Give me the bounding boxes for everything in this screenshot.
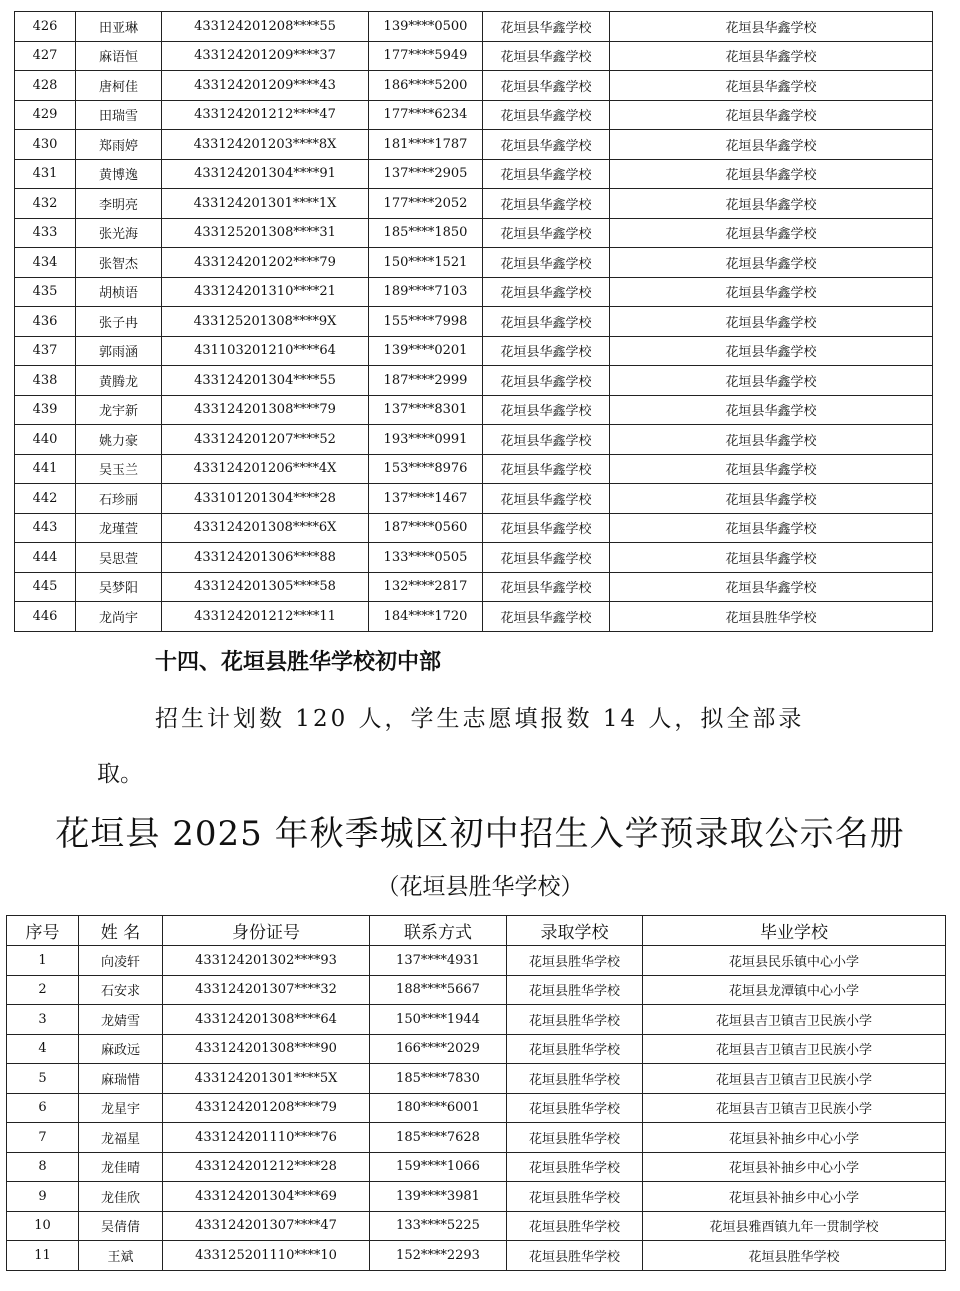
cell-index: 11 xyxy=(7,1241,79,1271)
cell-grad-school: 花垣县华鑫学校 xyxy=(610,366,933,396)
cell-admit-school: 花垣县华鑫学校 xyxy=(483,248,610,278)
cell-id-number: 433125201110****10 xyxy=(163,1241,370,1271)
cell-grad-school: 花垣县华鑫学校 xyxy=(610,425,933,455)
cell-admit-school: 花垣县华鑫学校 xyxy=(483,189,610,219)
cell-phone: 133****0505 xyxy=(369,543,483,573)
cell-grad-school: 花垣县华鑫学校 xyxy=(610,336,933,366)
col-header-id: 身份证号 xyxy=(163,916,370,946)
cell-index: 10 xyxy=(7,1211,79,1241)
cell-name: 郭雨涵 xyxy=(76,336,162,366)
cell-admit-school: 花垣县华鑫学校 xyxy=(483,395,610,425)
cell-index: 436 xyxy=(15,307,76,337)
col-header-admit-school: 录取学校 xyxy=(507,916,643,946)
cell-grad-school: 花垣县吉卫镇吉卫民族小学 xyxy=(643,1064,946,1094)
cell-id-number: 433124201308****79 xyxy=(162,395,369,425)
table-row xyxy=(7,1034,946,1064)
cell-id-number: 433124201212****11 xyxy=(162,602,369,632)
cell-grad-school: 花垣县华鑫学校 xyxy=(610,12,933,42)
table-row xyxy=(15,366,933,396)
cell-grad-school: 花垣县华鑫学校 xyxy=(610,543,933,573)
table-row xyxy=(7,1064,946,1094)
cell-grad-school: 花垣县华鑫学校 xyxy=(610,130,933,160)
cell-phone: 185****7830 xyxy=(370,1064,507,1094)
cell-admit-school: 花垣县华鑫学校 xyxy=(483,484,610,514)
cell-phone: 185****1850 xyxy=(369,218,483,248)
table-row xyxy=(15,336,933,366)
cell-name: 石安求 xyxy=(79,975,163,1005)
cell-phone: 139****0500 xyxy=(369,12,483,42)
cell-id-number: 433124201209****43 xyxy=(162,71,369,101)
cell-index: 8 xyxy=(7,1152,79,1182)
cell-name: 吴玉兰 xyxy=(76,454,162,484)
cell-phone: 181****1787 xyxy=(369,130,483,160)
cell-admit-school: 花垣县胜华学校 xyxy=(507,1064,643,1094)
cell-grad-school: 花垣县补抽乡中心小学 xyxy=(643,1182,946,1212)
cell-index: 9 xyxy=(7,1182,79,1212)
cell-id-number: 433124201208****55 xyxy=(162,12,369,42)
cell-index: 445 xyxy=(15,572,76,602)
cell-grad-school: 花垣县吉卫镇吉卫民族小学 xyxy=(643,1005,946,1035)
cell-index: 426 xyxy=(15,12,76,42)
cell-grad-school: 花垣县华鑫学校 xyxy=(610,71,933,101)
cell-grad-school: 花垣县华鑫学校 xyxy=(610,395,933,425)
cell-index: 4 xyxy=(7,1034,79,1064)
cell-phone: 150****1944 xyxy=(370,1005,507,1035)
cell-phone: 137****1467 xyxy=(369,484,483,514)
table-row xyxy=(7,1182,946,1212)
table-row xyxy=(15,248,933,278)
cell-name: 麻语恒 xyxy=(76,41,162,71)
cell-grad-school: 花垣县龙潭镇中心小学 xyxy=(643,975,946,1005)
col-header-name: 姓 名 xyxy=(79,916,163,946)
cell-grad-school: 花垣县胜华学校 xyxy=(643,1241,946,1271)
cell-index: 427 xyxy=(15,41,76,71)
cell-id-number: 433124201310****21 xyxy=(162,277,369,307)
cell-phone: 166****2029 xyxy=(370,1034,507,1064)
table-row xyxy=(7,1005,946,1035)
table-row xyxy=(15,189,933,219)
cell-admit-school: 花垣县胜华学校 xyxy=(507,1093,643,1123)
cell-index: 433 xyxy=(15,218,76,248)
cell-index: 440 xyxy=(15,425,76,455)
cell-grad-school: 花垣县华鑫学校 xyxy=(610,572,933,602)
cell-id-number: 433125201308****9X xyxy=(162,307,369,337)
cell-grad-school: 花垣县华鑫学校 xyxy=(610,307,933,337)
table-row xyxy=(15,130,933,160)
cell-id-number: 433124201304****69 xyxy=(163,1182,370,1212)
cell-grad-school: 花垣县吉卫镇吉卫民族小学 xyxy=(643,1093,946,1123)
cell-phone: 177****5949 xyxy=(369,41,483,71)
table-row xyxy=(15,513,933,543)
cell-index: 437 xyxy=(15,336,76,366)
cell-grad-school: 花垣县华鑫学校 xyxy=(610,41,933,71)
cell-grad-school: 花垣县胜华学校 xyxy=(610,602,933,632)
cell-index: 439 xyxy=(15,395,76,425)
cell-id-number: 433124201206****4X xyxy=(162,454,369,484)
cell-admit-school: 花垣县胜华学校 xyxy=(507,1241,643,1271)
cell-phone: 180****6001 xyxy=(370,1093,507,1123)
cell-index: 429 xyxy=(15,100,76,130)
cell-name: 田瑞雪 xyxy=(76,100,162,130)
cell-name: 龙尚宇 xyxy=(76,602,162,632)
cell-name: 黄博逸 xyxy=(76,159,162,189)
cell-name: 李明亮 xyxy=(76,189,162,219)
cell-admit-school: 花垣县华鑫学校 xyxy=(483,277,610,307)
cell-admit-school: 花垣县华鑫学校 xyxy=(483,366,610,396)
table-row xyxy=(15,454,933,484)
cell-id-number: 433124201202****79 xyxy=(162,248,369,278)
cell-phone: 133****5225 xyxy=(370,1211,507,1241)
cell-id-number: 433124201305****58 xyxy=(162,572,369,602)
cell-phone: 177****2052 xyxy=(369,189,483,219)
cell-name: 郑雨婷 xyxy=(76,130,162,160)
cell-name: 黄腾龙 xyxy=(76,366,162,396)
cell-name: 吴梦阳 xyxy=(76,572,162,602)
cell-id-number: 433124201110****76 xyxy=(163,1123,370,1153)
table-row xyxy=(15,218,933,248)
table-row xyxy=(7,1152,946,1182)
cell-phone: 152****2293 xyxy=(370,1241,507,1271)
cell-index: 3 xyxy=(7,1005,79,1035)
cell-index: 432 xyxy=(15,189,76,219)
cell-index: 7 xyxy=(7,1123,79,1153)
cell-grad-school: 花垣县补抽乡中心小学 xyxy=(643,1152,946,1182)
cell-name: 龙佳晴 xyxy=(79,1152,163,1182)
cell-phone: 137****2905 xyxy=(369,159,483,189)
cell-name: 王斌 xyxy=(79,1241,163,1271)
prev-roster-body xyxy=(15,12,933,632)
cell-phone: 132****2817 xyxy=(369,572,483,602)
cell-name: 唐柯佳 xyxy=(76,71,162,101)
cell-id-number: 433124201208****79 xyxy=(163,1093,370,1123)
cell-name: 姚力豪 xyxy=(76,425,162,455)
cell-admit-school: 花垣县华鑫学校 xyxy=(483,336,610,366)
cell-index: 5 xyxy=(7,1064,79,1094)
cell-id-number: 433124201307****32 xyxy=(163,975,370,1005)
cell-admit-school: 花垣县华鑫学校 xyxy=(483,41,610,71)
cell-grad-school: 花垣县华鑫学校 xyxy=(610,100,933,130)
cell-grad-school: 花垣县吉卫镇吉卫民族小学 xyxy=(643,1034,946,1064)
cell-name: 龙宇新 xyxy=(76,395,162,425)
cell-name: 麻政远 xyxy=(79,1034,163,1064)
cell-phone: 155****7998 xyxy=(369,307,483,337)
cell-name: 张子冉 xyxy=(76,307,162,337)
cell-admit-school: 花垣县华鑫学校 xyxy=(483,543,610,573)
section-paragraph-line2: 取。 xyxy=(97,761,143,787)
cell-index: 441 xyxy=(15,454,76,484)
cell-admit-school: 花垣县华鑫学校 xyxy=(483,513,610,543)
cell-index: 2 xyxy=(7,975,79,1005)
cell-id-number: 433124201307****47 xyxy=(163,1211,370,1241)
table-row xyxy=(7,946,946,976)
cell-id-number: 433124201308****90 xyxy=(163,1034,370,1064)
cell-admit-school: 花垣县胜华学校 xyxy=(507,1123,643,1153)
cell-name: 龙福星 xyxy=(79,1123,163,1153)
cell-index: 434 xyxy=(15,248,76,278)
cell-phone: 187****2999 xyxy=(369,366,483,396)
cell-grad-school: 花垣县华鑫学校 xyxy=(610,454,933,484)
col-header-contact: 联系方式 xyxy=(370,916,507,946)
table-row xyxy=(15,572,933,602)
table-row xyxy=(15,307,933,337)
cell-grad-school: 花垣县补抽乡中心小学 xyxy=(643,1123,946,1153)
cell-id-number: 431103201210****64 xyxy=(162,336,369,366)
cell-grad-school: 花垣县华鑫学校 xyxy=(610,484,933,514)
cell-name: 龙星宇 xyxy=(79,1093,163,1123)
cell-id-number: 433124201212****28 xyxy=(163,1152,370,1182)
cell-name: 田亚琳 xyxy=(76,12,162,42)
cell-id-number: 433124201306****88 xyxy=(162,543,369,573)
cell-phone: 150****1521 xyxy=(369,248,483,278)
cell-phone: 189****7103 xyxy=(369,277,483,307)
cell-admit-school: 花垣县华鑫学校 xyxy=(483,218,610,248)
cell-id-number: 433125201308****31 xyxy=(162,218,369,248)
cell-admit-school: 花垣县华鑫学校 xyxy=(483,454,610,484)
table-row xyxy=(15,543,933,573)
cell-id-number: 433124201207****52 xyxy=(162,425,369,455)
roster-table xyxy=(6,915,946,1271)
cell-index: 428 xyxy=(15,71,76,101)
cell-grad-school: 花垣县雅酉镇九年一贯制学校 xyxy=(643,1211,946,1241)
cell-admit-school: 花垣县华鑫学校 xyxy=(483,130,610,160)
cell-index: 442 xyxy=(15,484,76,514)
cell-phone: 185****7628 xyxy=(370,1123,507,1153)
col-header-index: 序号 xyxy=(7,916,79,946)
cell-id-number: 433124201203****8X xyxy=(162,130,369,160)
cell-phone: 137****4931 xyxy=(370,946,507,976)
cell-phone: 177****6234 xyxy=(369,100,483,130)
cell-name: 龙婧雪 xyxy=(79,1005,163,1035)
cell-phone: 186****5200 xyxy=(369,71,483,101)
cell-grad-school: 花垣县华鑫学校 xyxy=(610,513,933,543)
cell-phone: 188****5667 xyxy=(370,975,507,1005)
table-row xyxy=(15,159,933,189)
table-row xyxy=(7,1211,946,1241)
table-row xyxy=(15,71,933,101)
table-row xyxy=(15,100,933,130)
cell-id-number: 433124201308****6X xyxy=(162,513,369,543)
cell-id-number: 433124201304****55 xyxy=(162,366,369,396)
table-row xyxy=(15,41,933,71)
cell-id-number: 433124201308****64 xyxy=(163,1005,370,1035)
col-header-grad-school: 毕业学校 xyxy=(643,916,946,946)
table-row xyxy=(7,1093,946,1123)
cell-name: 张智杰 xyxy=(76,248,162,278)
cell-admit-school: 花垣县华鑫学校 xyxy=(483,100,610,130)
table-row xyxy=(7,1241,946,1271)
table-row xyxy=(15,395,933,425)
cell-index: 446 xyxy=(15,602,76,632)
roster-title: 花垣县 2025 年秋季城区初中招生入学预录取公示名册 xyxy=(55,814,905,854)
cell-index: 438 xyxy=(15,366,76,396)
cell-id-number: 433124201301****5X xyxy=(163,1064,370,1094)
cell-admit-school: 花垣县华鑫学校 xyxy=(483,572,610,602)
cell-grad-school: 花垣县华鑫学校 xyxy=(610,159,933,189)
cell-index: 443 xyxy=(15,513,76,543)
cell-admit-school: 花垣县华鑫学校 xyxy=(483,12,610,42)
section-paragraph-line1: 招生计划数 120 人，学生志愿填报数 14 人，拟全部录 xyxy=(155,706,805,732)
table-row xyxy=(7,975,946,1005)
cell-phone: 193****0991 xyxy=(369,425,483,455)
cell-admit-school: 花垣县胜华学校 xyxy=(507,1034,643,1064)
cell-phone: 184****1720 xyxy=(369,602,483,632)
cell-id-number: 433124201301****1X xyxy=(162,189,369,219)
cell-phone: 153****8976 xyxy=(369,454,483,484)
cell-id-number: 433124201302****93 xyxy=(163,946,370,976)
cell-grad-school: 花垣县华鑫学校 xyxy=(610,189,933,219)
table-row xyxy=(15,602,933,632)
cell-admit-school: 花垣县胜华学校 xyxy=(507,1211,643,1241)
table-row xyxy=(15,425,933,455)
cell-id-number: 433124201212****47 xyxy=(162,100,369,130)
section-heading: 十四、花垣县胜华学校初中部 xyxy=(155,650,442,675)
cell-index: 431 xyxy=(15,159,76,189)
cell-name: 龙瑾萱 xyxy=(76,513,162,543)
cell-admit-school: 花垣县华鑫学校 xyxy=(483,425,610,455)
cell-name: 吴思萱 xyxy=(76,543,162,573)
cell-grad-school: 花垣县华鑫学校 xyxy=(610,248,933,278)
cell-index: 444 xyxy=(15,543,76,573)
roster-header-row xyxy=(7,916,946,946)
cell-admit-school: 花垣县胜华学校 xyxy=(507,946,643,976)
cell-grad-school: 花垣县华鑫学校 xyxy=(610,218,933,248)
roster-body xyxy=(7,946,946,1271)
cell-index: 435 xyxy=(15,277,76,307)
cell-phone: 159****1066 xyxy=(370,1152,507,1182)
table-row xyxy=(15,484,933,514)
cell-id-number: 433124201304****91 xyxy=(162,159,369,189)
cell-name: 石珍丽 xyxy=(76,484,162,514)
cell-phone: 139****3981 xyxy=(370,1182,507,1212)
cell-grad-school: 花垣县华鑫学校 xyxy=(610,277,933,307)
cell-index: 6 xyxy=(7,1093,79,1123)
table-row xyxy=(15,277,933,307)
cell-grad-school: 花垣县民乐镇中心小学 xyxy=(643,946,946,976)
table-row xyxy=(15,12,933,42)
cell-phone: 139****0201 xyxy=(369,336,483,366)
cell-index: 430 xyxy=(15,130,76,160)
cell-id-number: 433124201209****37 xyxy=(162,41,369,71)
cell-name: 龙佳欣 xyxy=(79,1182,163,1212)
cell-index: 1 xyxy=(7,946,79,976)
cell-id-number: 433101201304****28 xyxy=(162,484,369,514)
cell-name: 向凌轩 xyxy=(79,946,163,976)
cell-name: 胡桢语 xyxy=(76,277,162,307)
cell-admit-school: 花垣县胜华学校 xyxy=(507,1182,643,1212)
cell-name: 麻瑞惜 xyxy=(79,1064,163,1094)
prev-roster-table xyxy=(14,11,933,632)
cell-name: 吴倩倩 xyxy=(79,1211,163,1241)
cell-admit-school: 花垣县胜华学校 xyxy=(507,975,643,1005)
cell-phone: 187****0560 xyxy=(369,513,483,543)
cell-admit-school: 花垣县胜华学校 xyxy=(507,1152,643,1182)
cell-phone: 137****8301 xyxy=(369,395,483,425)
cell-admit-school: 花垣县华鑫学校 xyxy=(483,307,610,337)
roster-subtitle: （花垣县胜华学校） xyxy=(376,874,584,900)
cell-admit-school: 花垣县华鑫学校 xyxy=(483,159,610,189)
cell-admit-school: 花垣县华鑫学校 xyxy=(483,71,610,101)
cell-admit-school: 花垣县胜华学校 xyxy=(507,1005,643,1035)
table-row xyxy=(7,1123,946,1153)
cell-admit-school: 花垣县华鑫学校 xyxy=(483,602,610,632)
cell-name: 张光海 xyxy=(76,218,162,248)
